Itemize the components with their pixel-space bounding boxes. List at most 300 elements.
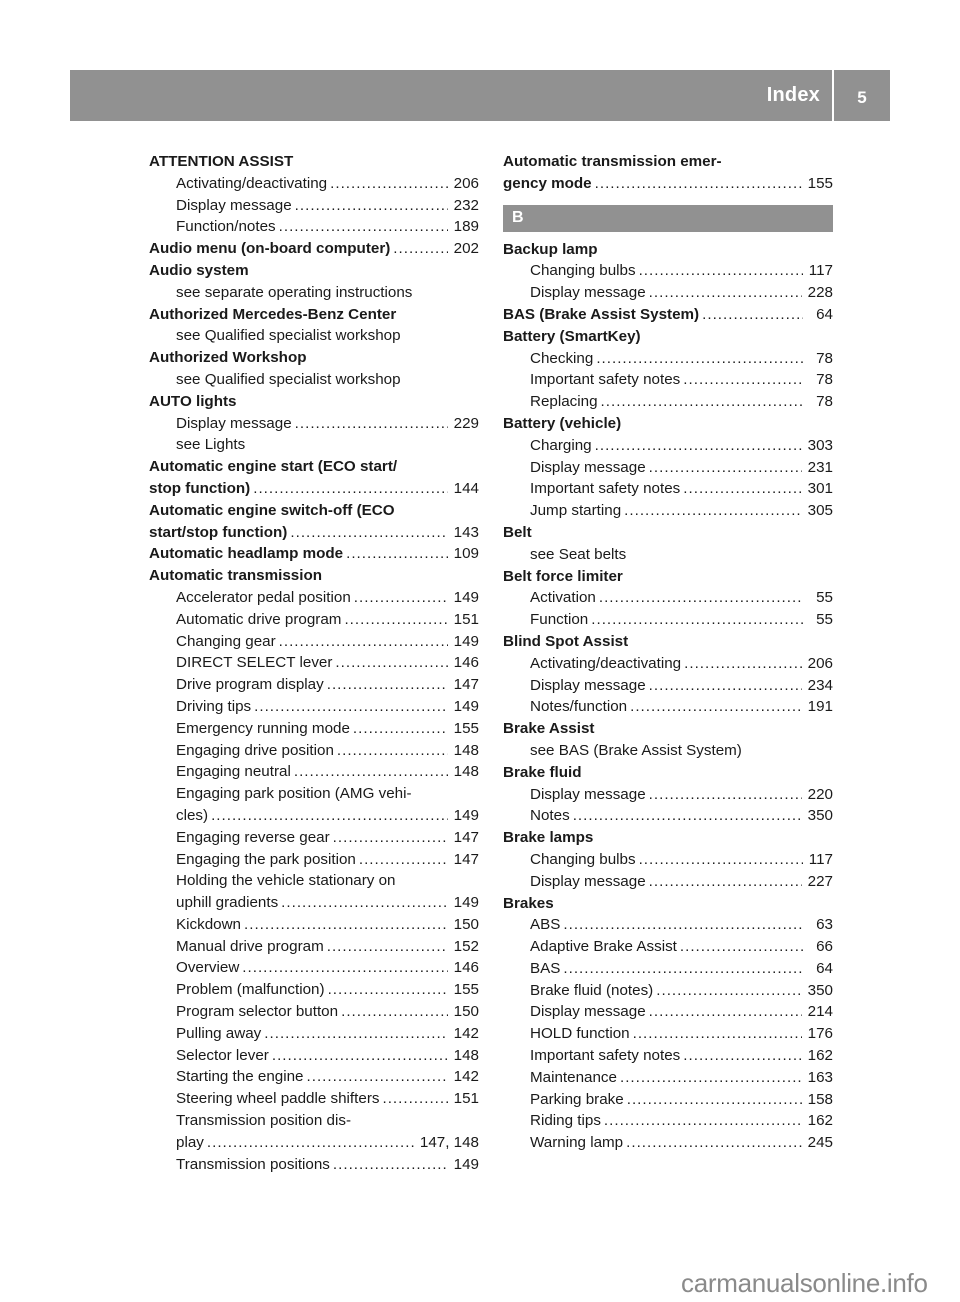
index-subentry[interactable] <box>149 805 479 827</box>
entry-label: Activation <box>530 589 596 607</box>
index-subentry[interactable] <box>149 914 479 936</box>
index-entry <box>149 391 479 413</box>
leader-dots <box>341 1001 448 1023</box>
index-subentry <box>149 325 479 347</box>
index-entry[interactable] <box>503 304 833 326</box>
index-subentry[interactable] <box>503 609 833 631</box>
index-entry[interactable] <box>149 478 479 500</box>
index-entry <box>503 151 833 173</box>
page-reference[interactable]: 214 <box>807 1003 833 1021</box>
leader-dots <box>253 478 447 500</box>
index-subentry[interactable] <box>503 1001 833 1023</box>
page-reference[interactable]: 162 <box>807 1112 833 1130</box>
entry-label: Audio system <box>149 261 249 279</box>
page-reference[interactable]: 155 <box>453 719 479 737</box>
leader-dots <box>346 543 448 565</box>
leader-dots <box>649 1001 802 1023</box>
index-subentry[interactable] <box>149 957 479 979</box>
leader-dots <box>327 936 448 958</box>
entry-label: Transmission positions <box>176 1155 330 1173</box>
entry-label: Function/notes <box>176 218 276 236</box>
page-reference[interactable]: 301 <box>807 480 833 498</box>
page-reference[interactable]: 142 <box>453 1024 479 1042</box>
index-subentry[interactable] <box>503 457 833 479</box>
header-bar <box>70 70 832 121</box>
leader-dots <box>290 522 447 544</box>
page-reference[interactable]: 63 <box>816 916 833 934</box>
page-reference[interactable]: 147 <box>453 850 479 868</box>
page-reference[interactable]: 146 <box>453 959 479 977</box>
entry-label: Jump starting <box>530 502 622 520</box>
leader-dots <box>359 849 448 871</box>
index-entry <box>503 631 833 653</box>
page-reference[interactable]: 149 <box>453 632 479 650</box>
entry-label: Adaptive Brake Assist <box>530 938 677 956</box>
index-subentry[interactable] <box>149 1023 479 1045</box>
page-reference[interactable]: 350 <box>807 981 833 999</box>
entry-label: Display message <box>176 196 292 214</box>
leader-dots <box>649 675 802 697</box>
entry-label: Function <box>530 611 589 629</box>
page-reference[interactable]: 64 <box>816 305 833 323</box>
leader-dots <box>328 979 448 1001</box>
index-subentry[interactable] <box>149 1066 479 1088</box>
entry-label: Holding the vehicle stationary on <box>176 872 396 890</box>
entry-label: DIRECT SELECT lever <box>176 654 333 672</box>
index-subentry[interactable] <box>149 1154 479 1176</box>
entry-label: play <box>176 1133 204 1151</box>
index-entry <box>503 326 833 348</box>
page-reference[interactable]: 227 <box>807 872 833 890</box>
index-subentry[interactable] <box>503 980 833 1002</box>
page-reference[interactable]: 229 <box>453 414 479 432</box>
leader-dots <box>272 1045 448 1067</box>
section-letter: B <box>512 208 524 226</box>
entry-label: Pulling away <box>176 1024 262 1042</box>
index-subentry[interactable] <box>149 674 479 696</box>
entry-label: Brake fluid <box>503 763 582 781</box>
entry-label: Authorized Workshop <box>149 349 307 367</box>
index-subentry[interactable] <box>503 348 833 370</box>
index-subentry[interactable] <box>503 500 833 522</box>
entry-label: Brake Assist <box>503 720 595 738</box>
leader-dots <box>601 391 803 413</box>
entry-label: Automatic transmission emer- <box>503 153 722 170</box>
page-reference[interactable]: 150 <box>453 1003 479 1021</box>
leader-dots <box>626 1132 802 1154</box>
entry-label: Overview <box>176 959 240 977</box>
index-subentry[interactable] <box>503 1023 833 1045</box>
index-subentry[interactable] <box>149 740 479 762</box>
index-subentry[interactable] <box>503 849 833 871</box>
index-entry <box>503 413 833 435</box>
index-subentry[interactable] <box>149 173 479 195</box>
page-reference[interactable]: 152 <box>453 937 479 955</box>
entry-label: see Seat belts <box>530 545 627 563</box>
entry-label: Steering wheel paddle shifters <box>176 1090 380 1108</box>
leader-dots <box>307 1066 448 1088</box>
leader-dots <box>294 761 448 783</box>
index-subentry <box>149 1110 479 1132</box>
index-subentry[interactable] <box>149 195 479 217</box>
page-reference[interactable]: 176 <box>807 1025 833 1043</box>
entry-label: Changing bulbs <box>530 262 636 280</box>
index-subentry[interactable] <box>503 1132 833 1154</box>
leader-dots <box>211 805 448 827</box>
index-subentry[interactable] <box>503 805 833 827</box>
entry-label: Display message <box>530 458 646 476</box>
leader-dots <box>242 957 447 979</box>
entry-label: ABS <box>530 916 561 934</box>
entry-label: Warning lamp <box>530 1134 624 1152</box>
leader-dots <box>649 282 802 304</box>
index-subentry[interactable] <box>503 1067 833 1089</box>
entry-label: Important safety notes <box>530 480 681 498</box>
leader-dots <box>683 369 803 391</box>
page-reference[interactable]: 142 <box>453 1068 479 1086</box>
page-reference[interactable]: 206 <box>807 654 833 672</box>
leader-dots <box>599 587 803 609</box>
index-subentry[interactable] <box>149 849 479 871</box>
page-reference[interactable]: 149 <box>453 806 479 824</box>
page-reference[interactable]: 149 <box>453 894 479 912</box>
entry-label: Blind Spot Assist <box>503 632 629 650</box>
leader-dots <box>254 696 448 718</box>
index-entry <box>503 522 833 544</box>
index-subentry[interactable] <box>149 892 479 914</box>
index-subentry[interactable] <box>503 478 833 500</box>
index-subentry[interactable] <box>503 282 833 304</box>
page-reference[interactable]: 148 <box>453 741 479 759</box>
leader-dots <box>633 1023 802 1045</box>
entry-label: Brake fluid (notes) <box>530 981 654 999</box>
page-reference[interactable]: 232 <box>453 196 479 214</box>
leader-dots <box>627 1089 802 1111</box>
index-subentry[interactable] <box>503 653 833 675</box>
page-reference[interactable]: 146 <box>453 654 479 672</box>
leader-dots <box>624 500 801 522</box>
entry-label: Automatic headlamp mode <box>149 545 344 563</box>
entry-label: Checking <box>530 349 594 367</box>
leader-dots <box>330 173 448 195</box>
index-subentry[interactable] <box>149 1045 479 1067</box>
page-reference[interactable]: 64 <box>816 959 833 977</box>
index-subentry[interactable] <box>149 761 479 783</box>
page-reference[interactable]: 151 <box>453 1090 479 1108</box>
entry-label: Display message <box>530 284 646 302</box>
page-reference[interactable]: 305 <box>807 502 833 520</box>
entry-label: Changing bulbs <box>530 850 636 868</box>
index-subentry[interactable] <box>149 979 479 1001</box>
entry-label: Important safety notes <box>530 1047 681 1065</box>
leader-dots <box>354 587 448 609</box>
entry-label: Activating/deactivating <box>530 654 682 672</box>
entry-label: stop function) <box>149 479 251 497</box>
index-subentry <box>503 544 833 566</box>
index-entry <box>503 762 833 784</box>
entry-label: see separate operating instructions <box>176 283 413 301</box>
index-subentry[interactable] <box>149 1132 479 1154</box>
index-entry[interactable] <box>149 238 479 260</box>
leader-dots <box>563 914 803 936</box>
leader-dots <box>596 348 803 370</box>
index-subentry <box>149 282 479 304</box>
index-subentry[interactable] <box>503 369 833 391</box>
leader-dots <box>680 936 803 958</box>
entry-label: Battery (vehicle) <box>503 414 622 432</box>
index-subentry[interactable] <box>149 936 479 958</box>
entry-label: Engaging park position (AMG vehi- <box>176 785 412 803</box>
page-reference[interactable]: 66 <box>816 938 833 956</box>
entry-label: Display message <box>530 676 646 694</box>
entry-label: Battery (SmartKey) <box>503 327 641 345</box>
entry-label: Engaging neutral <box>176 763 291 781</box>
entry-label: see Lights <box>176 436 246 454</box>
entry-label: Automatic engine start (ECO start/ <box>149 458 398 476</box>
index-subentry[interactable] <box>503 1089 833 1111</box>
page-reference[interactable]: 147 <box>453 676 479 694</box>
section-header-b <box>503 205 833 232</box>
entry-label: HOLD function <box>530 1025 630 1043</box>
page-reference[interactable]: 149 <box>453 1155 479 1173</box>
leader-dots <box>337 740 448 762</box>
index-subentry[interactable] <box>503 587 833 609</box>
entry-label: Replacing <box>530 393 598 411</box>
page-reference[interactable]: 231 <box>807 458 833 476</box>
index-subentry[interactable] <box>503 260 833 282</box>
leader-dots <box>279 631 448 653</box>
leader-dots <box>281 892 447 914</box>
entry-label: uphill gradients <box>176 894 279 912</box>
page-reference[interactable]: 148 <box>453 1046 479 1064</box>
page-reference[interactable]: 151 <box>453 610 479 628</box>
index-subentry[interactable] <box>503 871 833 893</box>
entry-label: Display message <box>176 414 292 432</box>
index-subentry <box>149 783 479 805</box>
leader-dots <box>335 652 447 674</box>
leader-dots <box>295 195 448 217</box>
index-subentry[interactable] <box>149 718 479 740</box>
leader-dots <box>382 1088 447 1110</box>
entry-label: Engaging drive position <box>176 741 334 759</box>
page-reference[interactable]: 78 <box>816 349 833 367</box>
entry-label: Authorized Mercedes-Benz Center <box>149 305 397 323</box>
entry-label: Display message <box>530 872 646 890</box>
index-subentry[interactable] <box>149 413 479 435</box>
page-reference[interactable]: 350 <box>807 807 833 825</box>
entry-label: Notes <box>530 807 570 825</box>
entry-label: Display message <box>530 1003 646 1021</box>
entry-label: BAS (Brake Assist System) <box>503 305 700 323</box>
page-reference[interactable]: 147, 148 <box>419 1133 479 1151</box>
index-entry <box>503 893 833 915</box>
page-reference[interactable]: 148 <box>453 763 479 781</box>
page-reference[interactable]: 220 <box>807 785 833 803</box>
index-subentry[interactable] <box>149 1001 479 1023</box>
index-subentry <box>149 870 479 892</box>
entry-label: Drive program display <box>176 676 324 694</box>
leader-dots <box>333 1154 448 1176</box>
leader-dots <box>656 980 801 1002</box>
entry-label: Belt force limiter <box>503 567 623 585</box>
index-subentry[interactable] <box>503 914 833 936</box>
page-reference[interactable]: 189 <box>453 218 479 236</box>
index-subentry[interactable] <box>149 827 479 849</box>
entry-label: Engaging reverse gear <box>176 828 330 846</box>
page-reference[interactable]: 245 <box>807 1134 833 1152</box>
leader-dots <box>683 1045 801 1067</box>
leader-dots <box>563 958 803 980</box>
page-reference[interactable]: 155 <box>807 174 833 192</box>
index-entry <box>149 260 479 282</box>
entry-label: Charging <box>530 436 592 454</box>
leader-dots <box>649 784 802 806</box>
entry-label: ATTENTION ASSIST <box>149 153 294 170</box>
leader-dots <box>353 718 448 740</box>
entry-label: Brake lamps <box>503 829 594 847</box>
page-number: 5 <box>857 88 867 107</box>
page-reference[interactable]: 149 <box>453 697 479 715</box>
page-reference[interactable]: 234 <box>807 676 833 694</box>
index-entry <box>503 239 833 261</box>
page-number-box <box>834 70 890 121</box>
entry-label: Brakes <box>503 894 554 912</box>
page-reference[interactable]: 117 <box>808 850 833 868</box>
page-reference[interactable]: 303 <box>807 436 833 454</box>
leader-dots <box>639 260 803 282</box>
page-reference[interactable]: 109 <box>453 545 479 563</box>
leader-dots <box>573 805 802 827</box>
leader-dots <box>639 849 803 871</box>
page-reference[interactable]: 55 <box>816 611 833 629</box>
entry-label: see Qualified specialist workshop <box>176 327 401 345</box>
leader-dots <box>264 1023 447 1045</box>
entry-label: Automatic engine switch-off (ECO <box>149 501 395 519</box>
page-reference[interactable]: 55 <box>816 589 833 607</box>
entry-label: Selector lever <box>176 1046 269 1064</box>
entry-label: Changing gear <box>176 632 276 650</box>
entry-label: Engaging the park position <box>176 850 356 868</box>
index-column-left <box>149 151 479 1175</box>
index-subentry[interactable] <box>149 216 479 238</box>
index-subentry <box>503 740 833 762</box>
leader-dots <box>591 609 803 631</box>
page-reference[interactable]: 191 <box>807 698 833 716</box>
page-reference[interactable]: 163 <box>807 1068 833 1086</box>
index-subentry[interactable] <box>149 652 479 674</box>
page-reference[interactable]: 162 <box>807 1047 833 1065</box>
leader-dots <box>684 653 802 675</box>
index-entry <box>503 566 833 588</box>
entry-label: cles) <box>176 806 209 824</box>
page-reference[interactable]: 228 <box>807 284 833 302</box>
index-subentry[interactable] <box>503 1045 833 1067</box>
leader-dots <box>702 304 803 326</box>
entry-label: Notes/function <box>530 698 628 716</box>
entry-label: Activating/deactivating <box>176 174 328 192</box>
leader-dots <box>604 1110 802 1132</box>
index-subentry[interactable] <box>149 1088 479 1110</box>
entry-label: Automatic transmission <box>149 567 323 585</box>
index-subentry[interactable] <box>503 958 833 980</box>
page-reference[interactable]: 78 <box>816 371 833 389</box>
index-entry <box>503 827 833 849</box>
entry-label: Starting the engine <box>176 1068 304 1086</box>
index-subentry[interactable] <box>503 1110 833 1132</box>
index-entry <box>149 347 479 369</box>
page-reference[interactable]: 147 <box>453 828 479 846</box>
entry-label: Belt <box>503 523 532 541</box>
index-subentry[interactable] <box>149 696 479 718</box>
leader-dots <box>595 173 802 195</box>
page-reference[interactable]: 206 <box>453 174 479 192</box>
page-title: Index <box>766 84 820 106</box>
entry-label: Accelerator pedal position <box>176 588 351 606</box>
index-subentry[interactable] <box>503 435 833 457</box>
leader-dots <box>344 609 447 631</box>
index-subentry[interactable] <box>149 587 479 609</box>
page-reference[interactable]: 202 <box>453 240 479 258</box>
entry-label: Driving tips <box>176 697 252 715</box>
index-subentry[interactable] <box>503 696 833 718</box>
index-entry[interactable] <box>149 543 479 565</box>
leader-dots <box>393 238 447 260</box>
page-reference[interactable]: 158 <box>807 1090 833 1108</box>
entry-label: BAS <box>530 959 561 977</box>
entry-label: Maintenance <box>530 1068 617 1086</box>
leader-dots <box>683 478 801 500</box>
index-subentry <box>149 369 479 391</box>
index-subentry[interactable] <box>149 609 479 631</box>
leader-dots <box>244 914 448 936</box>
page-reference[interactable]: 150 <box>453 915 479 933</box>
entry-label: Display message <box>530 785 646 803</box>
leader-dots <box>207 1132 414 1154</box>
entry-label: AUTO lights <box>149 392 237 410</box>
leader-dots <box>333 827 448 849</box>
entry-label: Emergency running mode <box>176 719 350 737</box>
page-reference[interactable]: 143 <box>453 523 479 541</box>
page-reference[interactable]: 78 <box>816 393 833 411</box>
index-entry <box>503 718 833 740</box>
index-subentry[interactable] <box>149 631 479 653</box>
leader-dots <box>630 696 802 718</box>
index-subentry[interactable] <box>503 675 833 697</box>
page-reference[interactable]: 155 <box>453 981 479 999</box>
page-reference[interactable]: 149 <box>453 588 479 606</box>
entry-label: Parking brake <box>530 1090 624 1108</box>
leader-dots <box>620 1067 802 1089</box>
entry-label: gency mode <box>503 174 592 192</box>
index-entry <box>149 500 479 522</box>
entry-label: see Qualified specialist workshop <box>176 370 401 388</box>
index-entry[interactable] <box>503 173 833 195</box>
leader-dots <box>649 871 802 893</box>
entry-label: Problem (malfunction) <box>176 981 325 999</box>
index-entry[interactable] <box>149 522 479 544</box>
watermark: carmanualsonline.info <box>681 1268 928 1298</box>
leader-dots <box>279 216 448 238</box>
index-subentry[interactable] <box>503 936 833 958</box>
leader-dots <box>595 435 802 457</box>
index-subentry[interactable] <box>503 784 833 806</box>
page-reference[interactable]: 144 <box>453 479 479 497</box>
page-reference[interactable]: 117 <box>808 262 833 280</box>
index-subentry[interactable] <box>503 391 833 413</box>
leader-dots <box>295 413 448 435</box>
entry-label: Manual drive program <box>176 937 324 955</box>
entry-label: Audio menu (on-board computer) <box>149 240 391 258</box>
